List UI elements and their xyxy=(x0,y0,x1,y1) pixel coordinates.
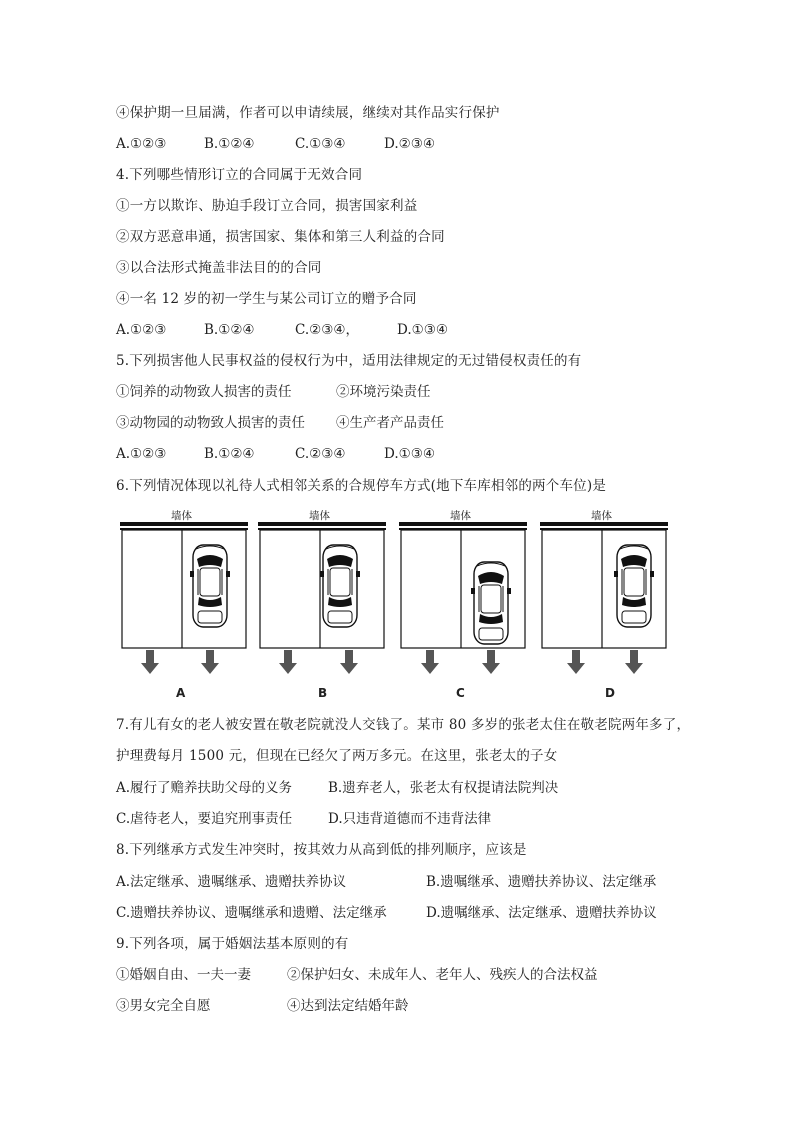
q8-option-a: A.法定继承、遗嘱继承、遗赠扶养协议 xyxy=(116,874,347,890)
arrow-down-icon xyxy=(141,650,159,674)
panel-label-c: C xyxy=(456,686,465,700)
q5-option-c: C.②③④ xyxy=(295,446,346,462)
parking-figure xyxy=(118,506,670,702)
arrow-down-icon xyxy=(201,650,219,674)
q4-option-c: C.②③④， xyxy=(295,322,359,338)
q5-item-1: ①饲养的动物致人损害的责任 xyxy=(116,384,292,400)
q3-option-d: D.②③④ xyxy=(384,136,435,152)
q9-item-1: ①婚姻自由、一夫一妻 xyxy=(116,967,251,983)
panel-label-d: D xyxy=(605,686,615,700)
arrow-down-icon xyxy=(567,650,585,674)
q8-option-c: C.遗赠扶养协议、遗嘱继承和遗赠、法定继承 xyxy=(116,905,387,921)
q5-item-2: ②环境污染责任 xyxy=(336,384,431,400)
car-icon xyxy=(320,545,360,627)
q5-stem: 5.下列损害他人民事权益的侵权行为中，适用法律规定的无过错侵权责任的有 xyxy=(116,353,582,369)
car-icon xyxy=(471,562,511,644)
arrow-down-icon xyxy=(625,650,643,674)
q4-option-d: D.①③④ xyxy=(397,322,448,338)
q4-item-4: ④一名 12 岁的初一学生与某公司订立的赠予合同 xyxy=(116,291,417,307)
arrow-down-icon xyxy=(279,650,297,674)
q7-stem-line-2: 护理费每月 1500 元，但现在已经欠了两万多元。在这里，张老太的子女 xyxy=(116,748,558,764)
q9-stem: 9.下列各项，属于婚姻法基本原则的有 xyxy=(116,936,349,952)
q5-option-d: D.①③④ xyxy=(384,446,435,462)
q5-item-4: ④生产者产品责任 xyxy=(336,415,444,431)
q4-stem: 4.下列哪些情形订立的合同属于无效合同 xyxy=(116,167,363,183)
q3-option-b: B.①②④ xyxy=(204,136,255,152)
q4-item-1: ①一方以欺诈、胁迫手段订立合同，损害国家利益 xyxy=(116,198,418,214)
q9-item-3: ③男女完全自愿 xyxy=(116,998,211,1014)
q7-option-a: A.履行了赡养扶助父母的义务 xyxy=(116,780,293,796)
car-icon xyxy=(190,545,230,627)
wall-label-d: 墙体 xyxy=(591,510,612,522)
panel-c xyxy=(399,522,527,674)
q9-item-4: ④达到法定结婚年龄 xyxy=(287,998,409,1014)
q4-item-2: ②双方恶意串通，损害国家、集体和第三人利益的合同 xyxy=(116,229,445,245)
q3-option-c: C.①③④ xyxy=(295,136,346,152)
q7-option-b: B.遗弃老人，张老太有权提请法院判决 xyxy=(328,780,559,796)
car-icon xyxy=(614,545,654,627)
q5-item-3: ③动物园的动物致人损害的责任 xyxy=(116,415,305,431)
parking-diagram xyxy=(118,506,670,702)
panel-label-a: A xyxy=(176,686,186,700)
q8-option-d: D.遗嘱继承、法定继承、遗赠扶养协议 xyxy=(426,905,657,921)
q7-option-d: D.只违背道德而不违背法律 xyxy=(328,811,492,827)
q4-option-a: A.①②③ xyxy=(116,322,167,338)
q9-item-2: ②保护妇女、未成年人、老年人、残疾人的合法权益 xyxy=(287,967,598,983)
panel-a xyxy=(120,522,248,674)
wall-label-a: 墙体 xyxy=(171,510,192,522)
q4-item-3: ③以合法形式掩盖非法目的的合同 xyxy=(116,260,322,276)
q6-stem: 6.下列情况体现以礼待人式相邻关系的合规停车方式(地下车库相邻的两个车位)是 xyxy=(116,478,607,494)
panel-b xyxy=(258,522,386,674)
q5-option-a: A.①②③ xyxy=(116,446,167,462)
q8-stem: 8.下列继承方式发生冲突时，按其效力从高到低的排列顺序，应该是 xyxy=(116,842,527,858)
q7-option-c: C.虐待老人，要追究刑事责任 xyxy=(116,811,293,827)
wall-label-c: 墙体 xyxy=(450,510,471,522)
arrow-down-icon xyxy=(482,650,500,674)
q3-item-4: ④保护期一旦届满，作者可以申请续展，继续对其作品实行保护 xyxy=(116,105,500,121)
q8-option-b: B.遗嘱继承、遗赠扶养协议、法定继承 xyxy=(426,874,657,890)
panel-d xyxy=(540,522,668,674)
q5-option-b: B.①②④ xyxy=(204,446,255,462)
q4-option-b: B.①②④ xyxy=(204,322,255,338)
arrow-down-icon xyxy=(421,650,439,674)
q3-option-a: A.①②③ xyxy=(116,136,167,152)
q7-stem-line-1: 7.有儿有女的老人被安置在敬老院就没人交钱了。某市 80 多岁的张老太住在敬老院两年多了， xyxy=(116,717,691,733)
panel-label-b: B xyxy=(318,686,328,700)
wall-label-b: 墙体 xyxy=(309,510,330,522)
arrow-down-icon xyxy=(340,650,358,674)
